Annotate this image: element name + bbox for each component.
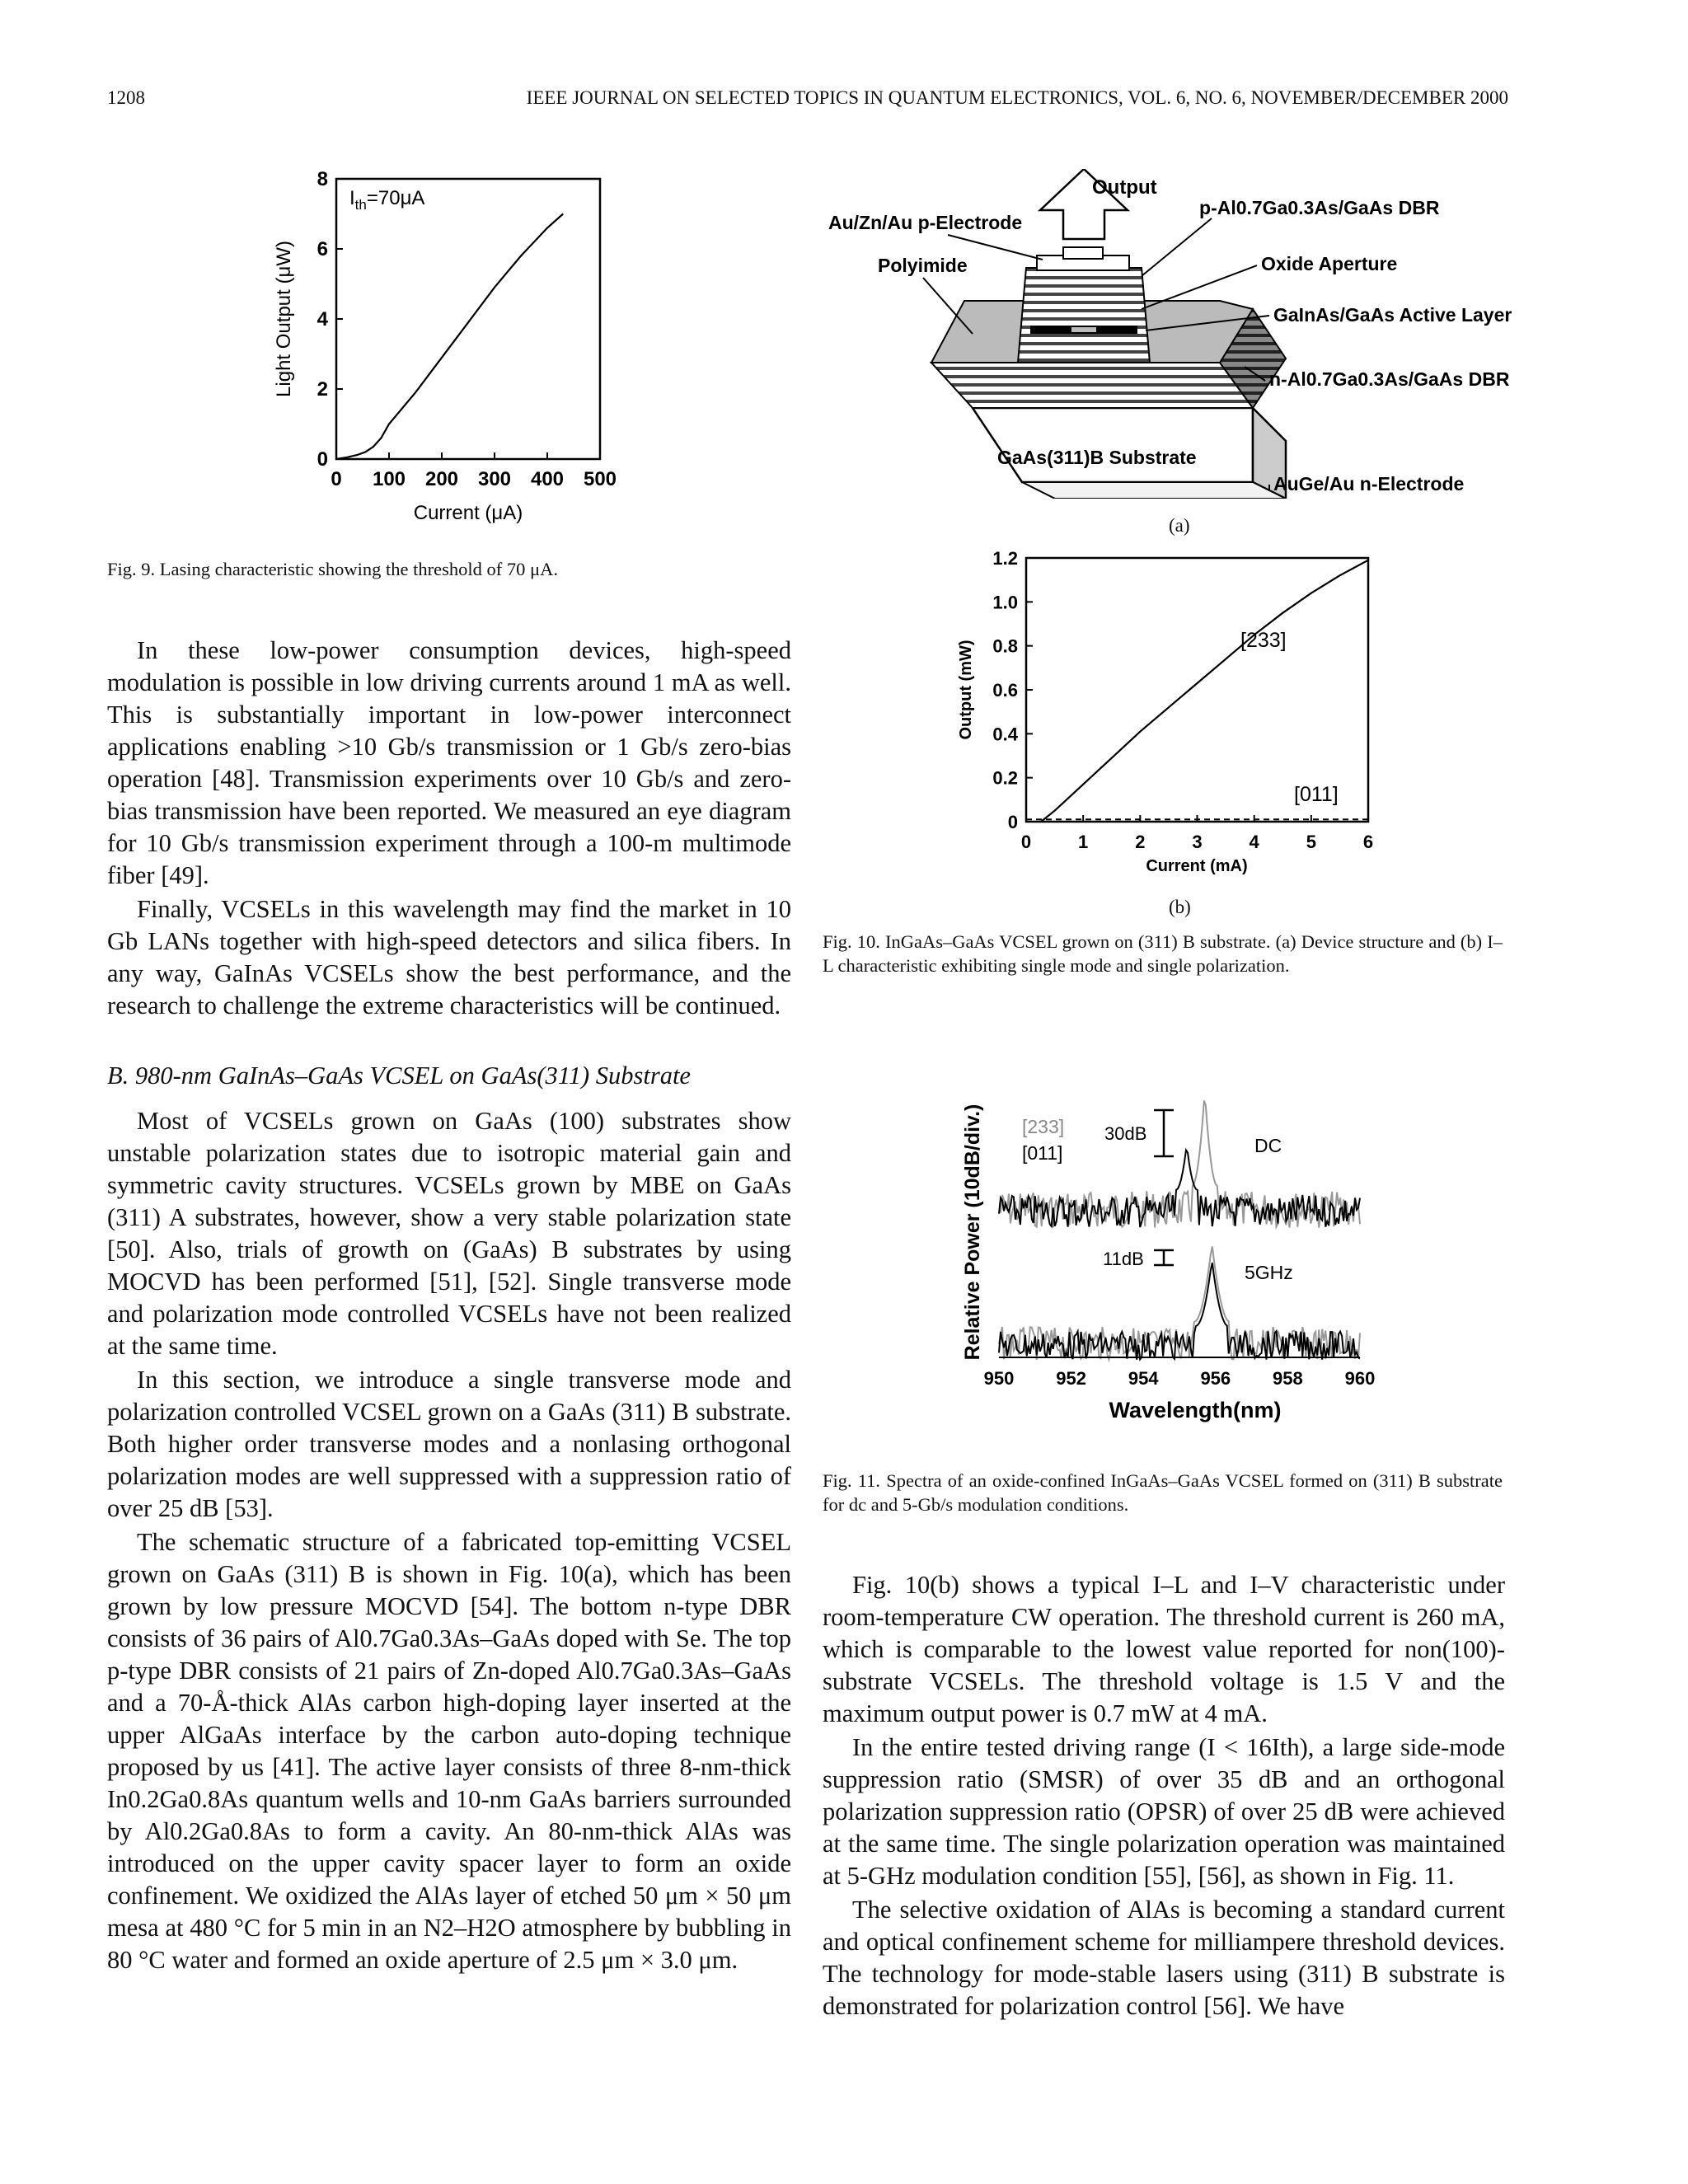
fig9-caption: Fig. 9. Lasing characteristic showing the threshold of 70 μA.: [107, 559, 558, 579]
fig9-annotation: $I_{th}=70\mu A$: [349, 187, 425, 213]
page-number: 1208: [107, 87, 145, 108]
right-paragraph-2: In the entire tested driving range (I < 16Ith), a large side-mode suppression ratio (SMSR) of over 35 dB and an orthogonal polarization suppression ratio (OPSR) of over 25 dB were achieved at the same time. The single polarization operation was maintained at 5-GHz modulation condition [55], [56], as shown in Fig. 11.: [823, 1733, 1505, 1890]
fig11-caption: Fig. 11. Spectra of an oxide-confined InGaAs–GaAs VCSEL formed on (311) B substrate for dc and 5-Gb/s modulation conditions.: [823, 1470, 1503, 1515]
left-paragraph-1: In these low-power consumption devices, high-speed modulation is possible in low driving currents around 1 mA as well. This is substantially important in low-power interconnect applications enabling >10 Gb/s transmission or 1 Gb/s zero-bias operation [48]. Transmission experiments over 10 Gb/s and zero-bias transmission have been reported. We measured an eye diagram for 10 Gb/s transmission experiment through a 100-m multimode fiber [49].: [107, 636, 791, 889]
x-tick-label: 400: [530, 468, 565, 490]
fig9-chart: [264, 169, 643, 532]
journal-title: IEEE JOURNAL ON SELECTED TOPICS IN QUANTUM ELECTRONICS, VOL. 6, NO. 6, NOVEMBER/DECEMBER 2000: [526, 87, 1508, 108]
x-tick-label: 960: [1344, 1368, 1376, 1389]
y-tick-label: 2: [316, 378, 328, 401]
x-tick-label: 3: [1192, 832, 1203, 852]
y-tick-label: 1.2: [992, 548, 1018, 569]
x-tick-label: 6: [1362, 832, 1374, 852]
fig9-ylabel: Light Output (μW): [273, 241, 295, 397]
label-output: Output: [1092, 176, 1157, 199]
right-paragraph-3: The selective oxidation of AlAs is becoming a standard current and optical confinement scheme for milliampere threshold devices. The technology for mode-stable lasers using (311) B substrate is demonstrated for polarization control [56]. We have: [823, 1896, 1505, 2020]
x-tick-label: 4: [1249, 832, 1259, 852]
fig11-label-233: [233]: [1022, 1116, 1065, 1137]
left-paragraph-3: Most of VCSELs grown on GaAs (100) substrates show unstable polarization states due to isotropic material gain and symmetric cavity structures. VCSELs grown by MBE on GaAs (311) A substrates, however, show a very stable polarization state [50]. Also, trials of growth on (GaAs) B substrates by using MOCVD has been performed [51], [52]. Single transverse mode and polarization mode controlled VCSELs have not been realized at the same time.: [107, 1107, 791, 1360]
fig10b-plot-frame: [1026, 558, 1368, 822]
x-tick-label: 956: [1200, 1368, 1231, 1389]
x-tick-label: 950: [983, 1368, 1015, 1389]
y-tick-label: 0.8: [992, 635, 1018, 657]
fig11-label-11db: 11dB: [1103, 1249, 1144, 1269]
x-tick-label: 100: [372, 468, 406, 490]
right-column: [823, 1569, 1505, 2022]
label-oxide-aperture: Oxide Aperture: [1261, 253, 1398, 274]
fig10b-ylabel: Output (mW): [957, 640, 975, 740]
y-tick-label: 0: [1007, 812, 1018, 832]
fig10a-sublabel: (a): [1169, 515, 1190, 536]
label-active-layer: GaInAs/GaAs Active Layer: [1273, 304, 1512, 326]
fig11-xlabel: Wavelength(nm): [1109, 1398, 1282, 1422]
x-tick-label: 300: [477, 468, 512, 490]
x-tick-label: 0: [331, 468, 342, 490]
fig11-5ghz-011-trace: [999, 1263, 1360, 1360]
section-title: B. 980-nm GaInAs–GaAs VCSEL on GaAs(311) Substrate: [107, 1062, 691, 1090]
label-n-dbr: n-Al0.7Ga0.3As/GaAs DBR: [1269, 368, 1510, 390]
label-p-dbr: p-Al0.7Ga0.3As/GaAs DBR: [1199, 197, 1440, 218]
fig11-db-markers: [1154, 1110, 1174, 1265]
fig11-label-5ghz: 5GHz: [1245, 1262, 1293, 1283]
fig10b-xlabel: Current (mA): [1146, 857, 1248, 875]
left-paragraph-4: In this section, we introduce a single transverse mode and polarization controlled VCSEL grown on a GaAs (311) B substrate. Both higher order transverse modes and a nonlasing orthogonal polarization modes are well suppressed with a suppression ratio of over 25 dB [53].: [107, 1366, 791, 1522]
x-tick-label: 2: [1135, 832, 1146, 852]
label-p-electrode: Au/Zn/Au p-Electrode: [828, 212, 1023, 233]
y-tick-label: 8: [316, 169, 328, 190]
label-substrate: GaAs(311)B Substrate: [997, 447, 1197, 468]
fig11-label-dc: DC: [1254, 1135, 1282, 1156]
fig9-series-line: [336, 214, 563, 460]
right-paragraph-1: Fig. 10(b) shows a typical I–L and I–V characteristic under room-temperature CW operation. The threshold current is 260 mA, which is comparable to the lowest value reported for non(100)-substrate VCSELs. The threshold voltage is 1.5 V and the maximum output power is 0.7 mW at 4 mA.: [823, 1571, 1505, 1727]
y-tick-label: 6: [316, 238, 328, 260]
left-paragraph-2: Finally, VCSELs in this wavelength may find the market in 10 Gb LANs together with high-speed detectors and silica fibers. In any way, GaInAs VCSELs show the best performance, and the research to challenge the extreme characteristics will be continued.: [107, 895, 791, 1019]
substrate-front: [973, 408, 1253, 482]
label-n-electrode: AuGe/Au n-Electrode: [1273, 473, 1465, 494]
y-tick-label: 0.4: [992, 724, 1018, 745]
x-tick-label: 958: [1273, 1368, 1303, 1389]
y-tick-label: 0.2: [992, 767, 1018, 789]
fig9-xlabel: Current (μA): [413, 502, 523, 524]
p-electrode-window: [1063, 247, 1103, 259]
y-tick-label: 0.6: [992, 680, 1018, 701]
fig10b-legend-011: [011]: [1294, 783, 1339, 806]
fig10b-legend-233: [233]: [1240, 629, 1287, 652]
x-tick-label: 954: [1128, 1368, 1159, 1389]
y-tick-label: 0: [316, 448, 328, 471]
x-tick-label: 200: [424, 468, 459, 490]
x-tick-label: 5: [1306, 832, 1316, 852]
fig11-label-011: [011]: [1022, 1142, 1063, 1164]
mesa: [1018, 268, 1150, 363]
substrate-top-edge: [1022, 482, 1286, 499]
left-paragraph-5: The schematic structure of a fabricated top-emitting VCSEL grown on GaAs (311) B is shown in Fig. 10(a), which has been grown by low pressure MOCVD [54]. The bottom n-type DBR consists of 36 pairs of Al0.7Ga0.3As–GaAs doped with Se. The top p-type DBR consists of 21 pairs of Zn-doped Al0.7Ga0.3As–GaAs and a 70-Å-thick AlAs carbon high-doping layer inserted at the upper AlGaAs interface by the carbon auto-doping technique proposed by us [41]. The active layer consists of three 8-nm-thick In0.2Ga0.8As quantum wells and 10-nm GaAs barriers surrounded by Al0.2Ga0.8As to form a cavity. An 80-nm-thick AlAs was introduced on the upper cavity spacer layer to form an oxide confinement. We oxidized the AlAs layer of etched 50 μm × 50 μm mesa at 480 °C for 5 min in an N2–H2O atmosphere by bubbling in 80 °C water and formed an oxide aperture of 2.5 μm × 3.0 μm.: [107, 1528, 791, 1974]
fig11-ylabel: Relative Power (10dB/div.): [961, 1104, 984, 1361]
x-tick-label: 0: [1020, 832, 1032, 852]
x-tick-label: 500: [583, 468, 617, 490]
n-dbr-front: [931, 363, 1253, 408]
left-column: [107, 635, 791, 1976]
fig10b-chart: [956, 548, 1401, 886]
fig10b-sublabel: (b): [1169, 897, 1191, 917]
oxide-aperture-mark: [1071, 327, 1096, 332]
label-polyimide: Polyimide: [878, 255, 968, 276]
fig10-caption: Fig. 10. InGaAs–GaAs VCSEL grown on (311) B substrate. (a) Device structure and (b) I–L characteristic exhibiting single mode and single polarization.: [823, 931, 1503, 976]
x-tick-label: 952: [1056, 1368, 1086, 1389]
y-tick-label: 4: [316, 308, 328, 330]
fig11-label-30db: 30dB: [1104, 1123, 1147, 1144]
fig9-plot-frame: [336, 179, 600, 459]
fig10a-device-diagram: [824, 169, 1525, 499]
y-tick-label: 1.0: [992, 592, 1018, 613]
x-tick-label: 1: [1078, 832, 1089, 852]
fig11-chart: [948, 1067, 1393, 1438]
